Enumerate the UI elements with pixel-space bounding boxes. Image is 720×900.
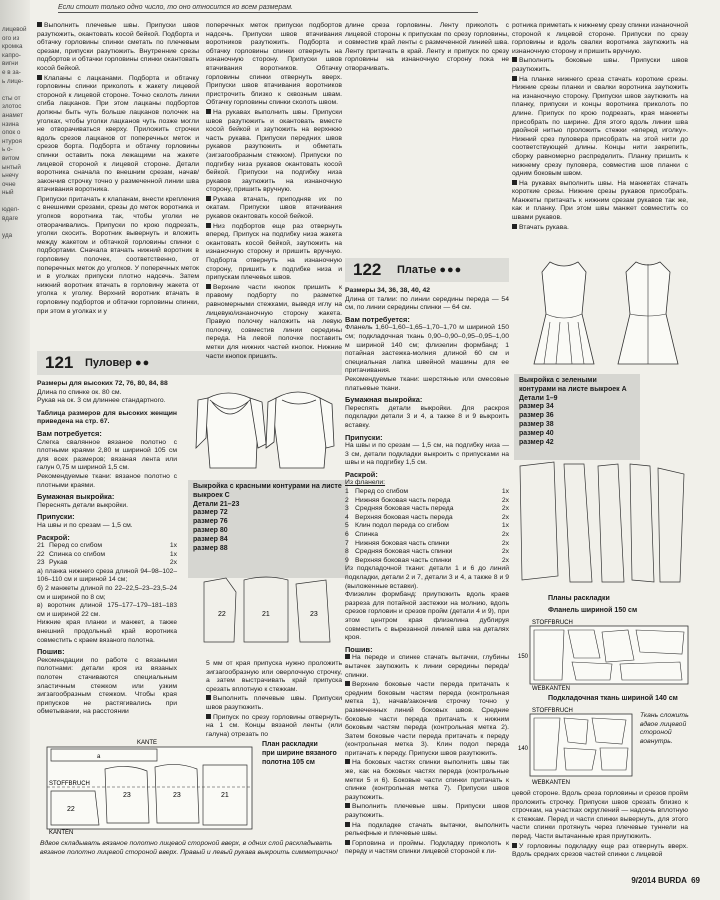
table-row: 5 Клин подол переда со сгибом 1x [345, 522, 509, 530]
layout-122-lining: Подкладочная ткань шириной 140 см [548, 695, 678, 702]
paragraph: Горловина и проймы. Подкладку приколоть к переду и частям спинки лицевой стороной к ли- [345, 839, 509, 856]
layout-122-title: Планы раскладки [548, 595, 610, 602]
size-item: размер 76 [193, 518, 228, 526]
needed-title: Вам потребуется: [345, 314, 410, 324]
layout-plan-lining [516, 706, 636, 784]
issue-number: 9/2014 [631, 876, 656, 885]
cut-subtitle: Из фланели: [345, 479, 386, 487]
allowance-text: На швы и по срезам — 1,5 см, на подгибку низа — 3 см, детали подкладки выкроить с припусками на швы и на подгибку 1,5 см. [345, 442, 509, 467]
dress-sketch [520, 252, 690, 372]
cut-title: Раскрой: [345, 469, 378, 479]
table-row: 21 Перед со сгибом 1x [37, 542, 177, 550]
table-row: 8 Средняя боковая часть спинки 2x [345, 548, 509, 556]
pullover-pattern-pieces [196, 572, 336, 652]
sewing-text: Рекомендации по работе с вязаными полотнами: детали кроя из вязаных полотен стачиваются специальным эластичным стежком или узким зигзагообразным стежком. Чтобы края припусков не растягивались при обметывании, на расстоянии [37, 656, 177, 716]
pattern-sheet-parts: Детали 21–23 [193, 500, 240, 508]
sewing-title: Пошив: [37, 647, 65, 657]
column-4-bottom [512, 790, 688, 861]
paragraph: Выполнить боковые швы. Припуски швов разутюжить. [512, 57, 688, 73]
paragraph: Выполнить плечевые швы. Припуски швов разутюжить. [206, 695, 342, 711]
piece-label: 21 [262, 611, 270, 618]
pattern-sheet-121 [188, 480, 348, 578]
allowance-title: Припуски: [37, 512, 75, 522]
pattern-sheet-parts: Детали 1–9 [519, 394, 558, 402]
paragraph: У горловины подкладку еще раз отвернуть вверх. Вдоль средних срезов частей спинки с лицевой [512, 842, 688, 859]
piece-label: 22 [67, 806, 75, 813]
table-row: 23 Рукав 2x [37, 559, 177, 567]
paragraph: ротника приметать к нижнему срезу спинки изнаночной стороной к лицевой стороне. Припуски по срезу горловины и вдоль свалки воротника заутюжить на изнаночную сторону и пришить вручную. [512, 22, 688, 55]
width-label: 140 [518, 746, 529, 752]
pattern-text: Пересnять детали выкройки. Для раскроя подкладки детали 3 и 4, а также 8 и 9 выкроить вставку. [345, 404, 509, 429]
column-2-bottom [206, 660, 342, 740]
model-122-text [345, 287, 509, 858]
model-name: Пуловер ●● [85, 357, 151, 369]
paragraph: Припуски притачать к клапанам, внести крепления с внешними срезами, срезы до меток воротника и уголков воротника так, чтобы уголки не отворачивались. Припуски по крою подрезать, уголки скосить. Воротник вывернуть и вложить между жакетом и обтачкой горловины спинки с подбортами. Сначала втачать нижний воротник в горловину полочек, соответственно, от поперечных меток до уголков. У поперечных меток и в уголках припуски плотно надсечь. Затем нижний воротник втачать в горловину жакета от уголка к уголку. Верхний воротник втачать в горловину подбортов и обтачки горловины спинки, при этом в уголках и у [37, 195, 199, 315]
allowance-text: На швы и по срезам — 1,5 см. [37, 521, 133, 529]
paragraph: Припуск по срезу горловины отвернуть, на 1 см. Концы вязаной ленты (или галуна) отрезать по [206, 713, 342, 738]
recommended-fabrics: Рекомендуемые ткани: шерстяные или смесовые платьевые ткани. [345, 375, 509, 392]
cut-lining: Из подкладочной ткани: детали 1 и 6 до линий подкладки, детали 2 и 7, детали 3 и 4, а также 8 и 9 (выложенные вставки). [345, 565, 509, 590]
cut-extra: в) воротник длиной 175–177–179–181–183 см и шириной 22 см. [37, 602, 177, 618]
length-line: Длина от талии: по линии середины переда — 54 см, по линии середины спинки — 64 см. [345, 295, 509, 312]
piece-label: 23 [310, 611, 318, 618]
table-row: 3 Средняя боковая часть переда 2x [345, 505, 509, 513]
piece-label: 22 [218, 611, 226, 618]
column-3-top [345, 22, 509, 75]
paragraph: Низ подбортов еще раз отвернуть вперед. Припуск на подгибку низа жакета окантовать косой бейкой, заутюжить на изнаночную сторону и пришить вручную. Подборта отвернуть на изнаночную сторону, пришить к подгибке низа и припускам плечевых швов. [206, 222, 342, 282]
width-label: 150 [518, 654, 529, 660]
size-item: размер 88 [193, 544, 228, 552]
paragraph: Втачать рукава. [512, 224, 688, 233]
fold-label: STOFFBRUCH [532, 620, 573, 626]
paragraph: На подкладке стачать вытачки, выполнить рельефные и плечевые швы. [345, 821, 509, 838]
fold-label: STOFFBRUCH [532, 708, 573, 714]
size-item: размер 38 [519, 420, 554, 428]
margin-text-fragments: лицевой ого из кромка капро- вигни е в за- ь лице- сты от злотос анамет нзина опок о нтуроя ь о- витом ынтый ьнечу очне ный юдел- вдаге уда [2, 26, 27, 240]
size-item: размер 40 [519, 429, 554, 437]
page-footer [631, 876, 700, 885]
paragraph: длине среза горловины. Ленту приколоть с лицевой стороны к припускам по срезу горловины, совместив край ленты с размеченной линией шва. Ленту притачать в край. Ленту и припуск по срезу горловины на изнаночную сторону пока не отворачивать. [345, 22, 509, 72]
size-legend [193, 509, 343, 553]
cut-title: Раскрой: [37, 532, 70, 542]
layout-plan-121 [37, 735, 259, 835]
paragraph: На планке нижнего среза стачать короткие срезы. Нижние срезы планки и свалки воротника заутюжить на изнаночную сторону. Припуски швов заутюжить на планку, припуски и концы воротника приколоть по длине. Припуск по крою подрезать, края манжеты присобрать по ширине. Для этого вдоль линии шва двойной нитью проложить стежки «вперед иголку». Нижний срез пуловера присобрать на этой нити до соответствующей длины. Концы нити закрепить, сборку равномерно распределить. Планку пришить к нижнему срезу пуловера, совместив шов планки с одним боковым швом. [512, 75, 688, 178]
table-row: 7 Нижняя боковая часть спинки 2x [345, 539, 509, 547]
paragraph: 5 мм от края припуска нужно проложить зигзагообразную или оверлочную строчку, а затем выстрачивать край припуска срезать вплотную к стежкам. [206, 660, 342, 693]
paragraph: На боковых частях спинки выполнить швы так же, как на боковых частях переда (контрольные метки 5 и 6). Боковые части спинки притачать к спинке (контрольная метка 7). Припуски швов разутюжить. [345, 759, 509, 801]
paragraph: На рукавах выполнить швы. На манжетах стачать короткие срезы. Нижние срезы рукавов присобрать. Манжеты притачать к нижним срезам рукавов так же, как и планку. При этом швы манжет совместить со швами рукавов. [512, 179, 688, 222]
model-name: Платье ●●● [397, 264, 463, 276]
pattern-title: Бумажная выкройка: [37, 492, 115, 502]
table-row: 1 Перед со сгибом 1x [345, 488, 509, 496]
paragraph: Клапаны с лацканами. Подборта и обтачку горловины спинки приколоть к жакету лицевой стороной к лицевой стороне. Точно сколоть линии сгиба лацканов. При этом лацканы подбортов должны быть чуть больше лацканов полочек на уголках, чтобы уголки лацканов чуть позже могли не отворачиваться кверху. Приложить строчки вдоль срезов лацканов от поперечных меток и срезов борта. Подборта и обтачку горловины спинки оставить пока лежащими на жакете лицевой стороной к лицевой стороне. Детали воротника сначала по внешним срезам, начав/закончив строчку точно у размеченной линии шва втачивания воротника. [37, 74, 199, 194]
header-note: Если стоит только одно число, то оно относится ко всем размерам. [58, 4, 478, 13]
table-row: 6 Спинка 2x [345, 531, 509, 539]
size-item: размер 36 [519, 412, 554, 420]
paragraph: цевой стороне. Вдоль среза горловины и срезов пройм проложить строчку. Припуски швов срезать близко к строчкам, на участках округлений — надсечь вплотную к стежкам. Перед и части спинки вывернуть, для этого части спинки протянуть через плечевые туннели на перед. Части вытачанные края приутюжить. [512, 790, 688, 840]
table-row: 4 Верхняя боковая часть переда 2x [345, 513, 509, 521]
brand-name: BURDA [658, 876, 687, 885]
cut-table [345, 488, 509, 565]
size-item: размер 34 [519, 403, 554, 411]
sewing-title: Пошив: [345, 644, 373, 654]
dress-pattern-pieces [514, 456, 690, 592]
paragraph: Выполнить плечевые швы. Припуски швов разутюжить. [345, 803, 509, 820]
fold-label: STOFFBRUCH [49, 781, 90, 787]
layout-122-note: Ткань сложить вдвое лицевой стороной вовнутрь. [640, 712, 689, 745]
size-item: размер 42 [519, 438, 554, 446]
selvage-label: WEBKANTEN [532, 686, 571, 690]
model-122-heading [345, 258, 509, 282]
length-line: Длина по спинке ок. 80 см. [37, 388, 122, 396]
pattern-sheet-title: Выкройка с красными контурами на листе выкроек С [193, 483, 342, 499]
pattern-text: Переснять детали выкройки. [37, 501, 129, 509]
needed-text: Слегка свалянное вязаное полотно с плотными краями 2,80 м шириной 105 см для всех размеров; вязаная лента или галун 0,75 м шириной 1,5 см. [37, 438, 177, 472]
table-row: 22 Спинка со сгибом 1x [37, 550, 177, 558]
size-item: размер 84 [193, 535, 228, 543]
model-number: 122 [353, 260, 382, 279]
paragraph: Верхние части кнопок пришить к правому подборту по разметке равномерными стежками, выведя иглу на лицевую/изнаночную сторону жакета. Правую полочку наложить на левую полочку, совместив линии середины переда. На левой полочке поставить метки для нижних частей кнопок. Нижние части кнопок пришить. [206, 283, 342, 360]
previous-page-margin [0, 0, 30, 900]
selvage-label: WEBKANTEN [532, 780, 571, 784]
sizes-line: Размеры для высоких 72, 76, 80, 84, 88 [37, 380, 168, 387]
model-number: 121 [45, 353, 74, 372]
pattern-sheet-title: Выкройка с зелеными контурами на листе выкроек А [519, 377, 627, 393]
cut-interfacing: Флизелин формбанд: приутюжить вдоль краев разреза для потайной застежки на молнию, вдоль срезов горловин и срезов пройм (детали 4 и 9), при этом центром края флизелина дублируя совместить с вырезанной линией шва на деталях кроя. [345, 591, 509, 642]
piece-label: a [97, 754, 101, 760]
size-item: размер 80 [193, 526, 228, 534]
table-row: 9 Верхняя боковая часть спинки 2x [345, 556, 509, 564]
paragraph: Верхние боковые части переда притачать к средним боковым частям переда (контрольная метка 1), начав/закончив строчку точно у размеченных линий боковых швов. Средние боковые части переда притачать к нижним боковым частям переда (контрольная метка 2). Затем боковые части переда притачать к переду (контрольная метка 3). Клин подол переда притачать к переду. Припуски швов разутюжить. [345, 681, 509, 757]
piece-label: 21 [221, 792, 229, 799]
piece-label: 23 [173, 792, 181, 799]
cut-extra: а) планка нижнего среза длиной 94–98–102–106–110 см и шириной 14 см; [37, 567, 177, 584]
column-4-top [512, 22, 688, 233]
paragraph: На переде и спинке стачать вытачки, глубины вытачек заутюжить к линии середины переда/спинки. [345, 654, 509, 679]
cut-extra: Нижние края планки и манжет, а также внешний продольный край воротника совместить с краем вязаного полотна. [37, 619, 177, 644]
selvage-label: KANTE [137, 740, 158, 746]
needed-title: Вам потребуется: [37, 428, 102, 438]
size-legend [519, 403, 635, 447]
size-table-note: Таблица размеров для высоких женщин приведена на стр. 67. [37, 409, 177, 426]
layout-122-flannel: Фланель шириной 150 см [548, 607, 638, 614]
pullover-sketch [188, 378, 340, 478]
recommended-fabrics: Рекомендуемые ткани: вязаное полотно с плотными краями. [37, 472, 177, 489]
pattern-title: Бумажная выкройка: [345, 395, 423, 405]
needed-text: Фланель 1,60–1,60–1,65–1,70–1,70 м шириной 150 см; подкладочная ткань 0,90–0,90–0,95–0,95–1,00 м шириной 140 см; флизелин формбанд; 1 потайная застежка-молния длиной 60 см и специальная лапка швейной машины для ее притачивания. [345, 324, 509, 375]
piece-label: 23 [123, 792, 131, 799]
paragraph: На рукавах выполнить швы. Припуски швов разутюжить и окантовать вместе косой бейкой и заутюжить на верхнюю часть рукава. Припуски передних швов рукавов разутюжить и обметать (зигзагообразным стежком). Припуски по подгибку низа рукавов окантовать косой бейкой. Припуски на подгибку низа рукавов заутюжить на изнаночную сторону, пришить вручную. [206, 108, 342, 194]
paragraph: Выполнить плечевые швы. Припуски швов разутюжить, окантовать косой бейкой. Подборта и обтачку горловины спинки сметать по плечевым срезам, припуски разутюжить. Внутренние срезы подбортов и обтачки горловины спинки окантовать косой бейкой. [37, 22, 199, 72]
model-121-text [37, 380, 177, 717]
sleeve-line: Рукав на ок. 3 см длиннее стандартного. [37, 397, 166, 405]
column-1 [37, 22, 199, 317]
table-row: 2 Нижняя боковая часть переда 2x [345, 496, 509, 504]
layout-121-note: Вдвое складывать вязаное полотно лицевой стороной вверх, в одних слой раскладывать вязаное полотно лицевой стороной вверх. Правый и левый рукава выкроить симметрично! [40, 840, 338, 856]
size-item: размер 72 [193, 509, 228, 517]
pattern-sheet-122 [514, 374, 640, 460]
column-2 [206, 22, 342, 362]
paragraph: Рукава втачать, приподняв их по окатам. Припуски швов втачивания рукавов окантовать косой бейкой. [206, 195, 342, 221]
layout-plan-flannel [516, 618, 692, 690]
sizes-line: Размеры 34, 36, 38, 40, 42 [345, 287, 431, 294]
allowance-title: Припуски: [345, 432, 383, 442]
selvage-label: KANTEN [49, 830, 74, 835]
cut-extra: б) 2 манжеты длиной по 22–22,5–23–23,5–24 см и шириной по 8 см; [37, 585, 177, 601]
layout-121-caption: План раскладки при ширине вязаного полотна 105 см [262, 741, 337, 766]
paragraph: поперечных меток припуски подбортов надсечь. Припуски швов втачивания воротников разутюжить. Подборта и обтачку горловины спинки отвернуть на изнаночную сторону. Припуски швов втачивания воротников. Обтачку горловины спинки отвернуть вверх. Припуски швов втачивания воротников пристрочить близко к сквозным швам. Обтачку горловины спинки сколоть швом. [206, 22, 342, 107]
page-number: 69 [691, 876, 700, 885]
cut-table [37, 542, 177, 568]
